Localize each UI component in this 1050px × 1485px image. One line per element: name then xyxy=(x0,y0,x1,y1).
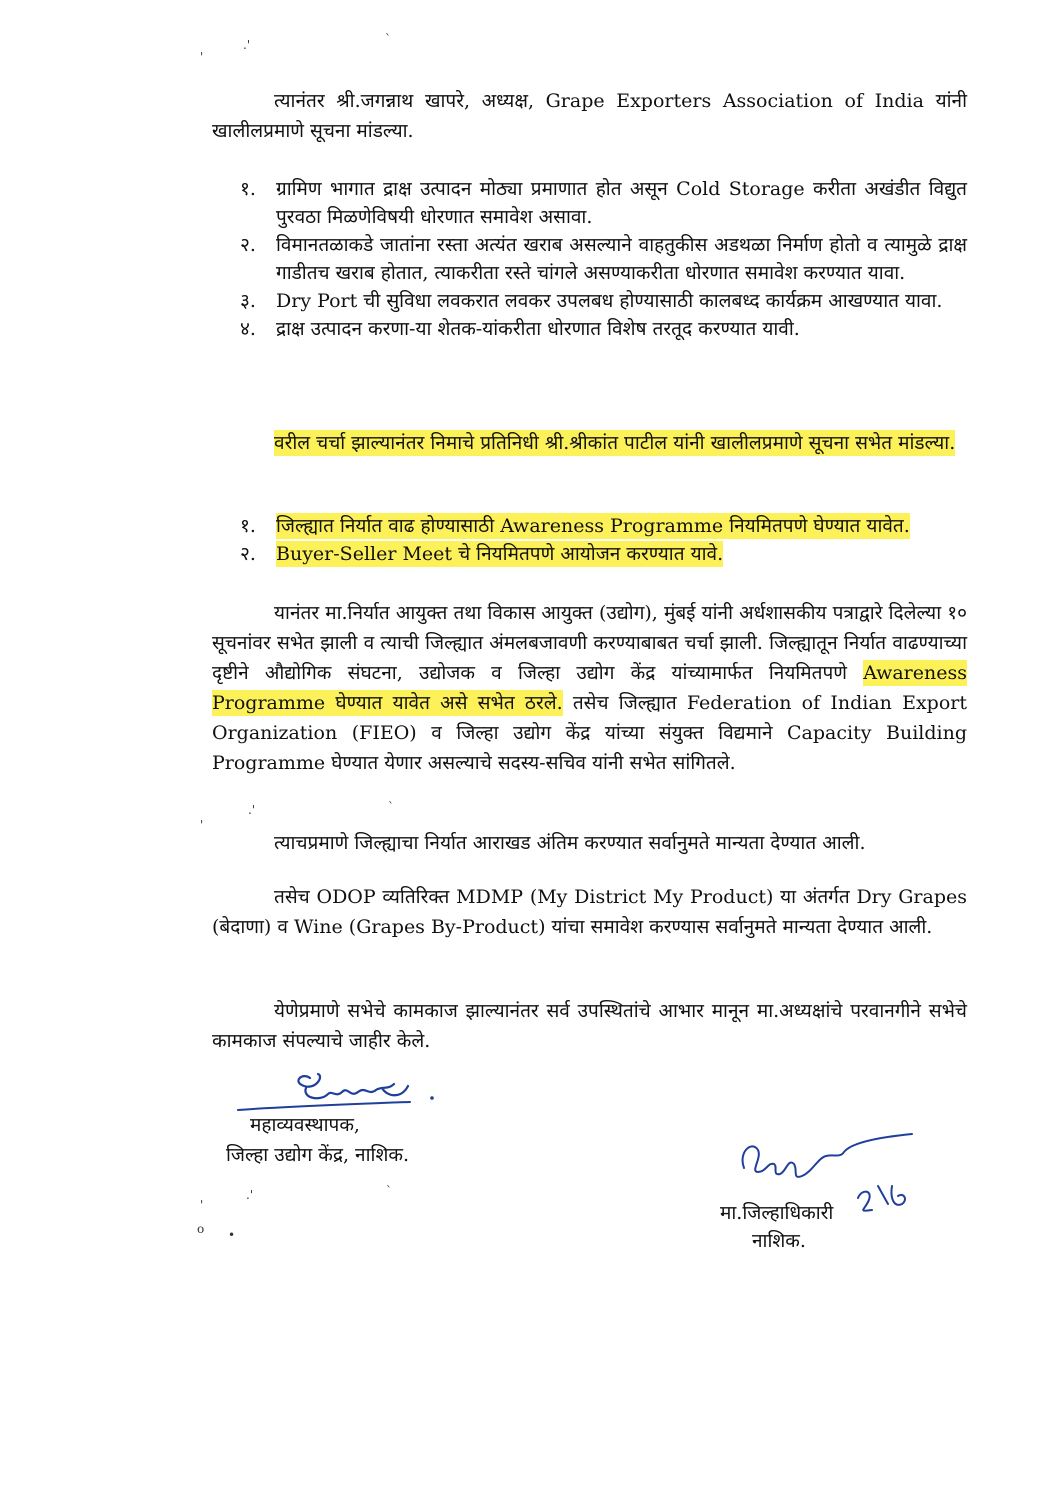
suggestions-list-1 xyxy=(240,175,967,343)
handwritten-signature-left xyxy=(232,1068,442,1116)
scan-mark: ' xyxy=(200,50,204,64)
scan-mark: ` xyxy=(386,1184,392,1198)
scan-mark: .' xyxy=(248,803,256,817)
suggestions-list-2 xyxy=(240,512,967,568)
scan-mark: o xyxy=(197,1222,205,1236)
scan-mark: ' xyxy=(200,818,204,832)
paragraph-intro: त्यानंतर श्री.जगन्नाथ खापरे, अध्यक्ष, Grape Exporters Association of India यांनी खालीलप्रमाणे सूचना मांडल्या. xyxy=(212,90,967,142)
list-item: ४. द्राक्ष उत्पादन करणा-या शेतक-यांकरीता धोरणात विशेष तरतूद करण्यात यावी. xyxy=(240,318,800,340)
scan-mark: • xyxy=(228,1228,236,1242)
highlighted-text: Awareness Programme घेण्यात यावेत असे सभेत ठरले. xyxy=(212,662,967,714)
paragraph-mdmp: तसेच ODOP व्यतिरिक्त MDMP (My District My Product) या अंतर्गत Dry Grapes (बेदाणा) व Wine (Grapes By-Product) यांचा समावेश करण्यास सर्वानुमते मान्यता देण्यात आली. xyxy=(212,886,967,938)
paragraph-export-plan: त्याचप्रमाणे जिल्ह्याचा निर्यात आराखड अंतिम करण्यात सर्वानुमते मान्यता देण्यात आली. xyxy=(274,832,866,854)
signatory-left-office: जिल्हा उद्योग केंद्र, नाशिक. xyxy=(226,1144,409,1166)
scan-mark: ` xyxy=(388,800,394,814)
list-item: २. विमानतळाकडे जातांना रस्ता अत्यंत खराब असल्याने वाहतुकीस अडथळा निर्माण होतो व त्यामुळे द्राक्ष गाडीतच खराब होतात, त्याकरीता रस्ते चांगले असण्याकरीता धोरणात समावेश करण्यात यावा. xyxy=(240,234,967,284)
signatory-right-designation: मा.जिल्हाधिकारी xyxy=(720,1202,834,1224)
signatory-right-place: नाशिक. xyxy=(752,1230,806,1252)
highlighted-text: Buyer-Seller Meet चे नियमितपणे आयोजन करण्यात यावे. xyxy=(276,543,724,565)
list-item: ३. Dry Port ची सुविधा लवकरात लवकर उपलबध होण्यासाठी कालबध्द कार्यक्रम आखण्यात यावा. xyxy=(240,290,943,312)
scan-mark: ' xyxy=(200,1198,204,1212)
scan-mark: .' xyxy=(246,1188,254,1202)
highlighted-text: वरील चर्चा झाल्यानंतर निमाचे प्रतिनिधी श्री.श्रीकांत पाटील यांनी खालीलप्रमाणे सूचना सभेत मांडल्या. xyxy=(274,432,956,454)
list-item: १. जिल्ह्यात निर्यात वाढ होण्यासाठी Awareness Programme नियमितपणे घेण्यात यावेत. xyxy=(240,515,910,537)
scan-mark: .' xyxy=(243,38,251,52)
list-item: १. ग्रामिण भागात द्राक्ष उत्पादन मोठ्या प्रमाणात होत असून Cold Storage करीता अखंडीत विद्युत पुरवठा मिळणेविषयी धोरणात समावेश असावा. xyxy=(240,178,967,228)
scan-mark: ` xyxy=(385,32,391,46)
paragraph-nima-suggestions xyxy=(212,428,967,458)
paragraph-export-commissioner: यानंतर मा.निर्यात आयुक्त तथा विकास आयुक्त (उद्योग), मुंबई यांनी अर्धशासकीय पत्राद्वारे दिलेल्या १० सूचनांवर सभेत झाली व त्याची जिल्ह्यात अंमलबजावणी करण्याबाबत चर्चा झाली. जिल्ह्यातून निर्यात वाढण्याच्या दृष्टीने औद्योगिक संघटना, उद्योजक व जिल्हा उद्योग केंद्र यांच्यामार्फत नियमितपणे Awareness Programme घेण्यात यावेत असे सभेत ठरले. तसेच जिल्ह्यात Federation of Indian Export Organization (FIEO) व जिल्हा उद्योग केंद्र यांच्या संयुक्त विद्यमाने Capacity Building Programme घेण्यात येणार असल्याचे सदस्य-सचिव यांनी सभेत सांगितले. xyxy=(212,602,967,774)
highlighted-text: जिल्ह्यात निर्यात वाढ होण्यासाठी Awareness Programme नियमितपणे घेण्यात यावेत. xyxy=(276,515,910,537)
signatory-left-designation: महाव्यवस्थापक, xyxy=(250,1114,360,1136)
paragraph-closing: येणेप्रमाणे सभेचे कामकाज झाल्यानंतर सर्व उपस्थितांचे आभार मानून मा.अध्यक्षांचे परवानगीने सभेचे कामकाज संपल्याचे जाहीर केले. xyxy=(212,1000,967,1052)
list-item: २. Buyer-Seller Meet चे नियमितपणे आयोजन करण्यात यावे. xyxy=(240,543,724,565)
